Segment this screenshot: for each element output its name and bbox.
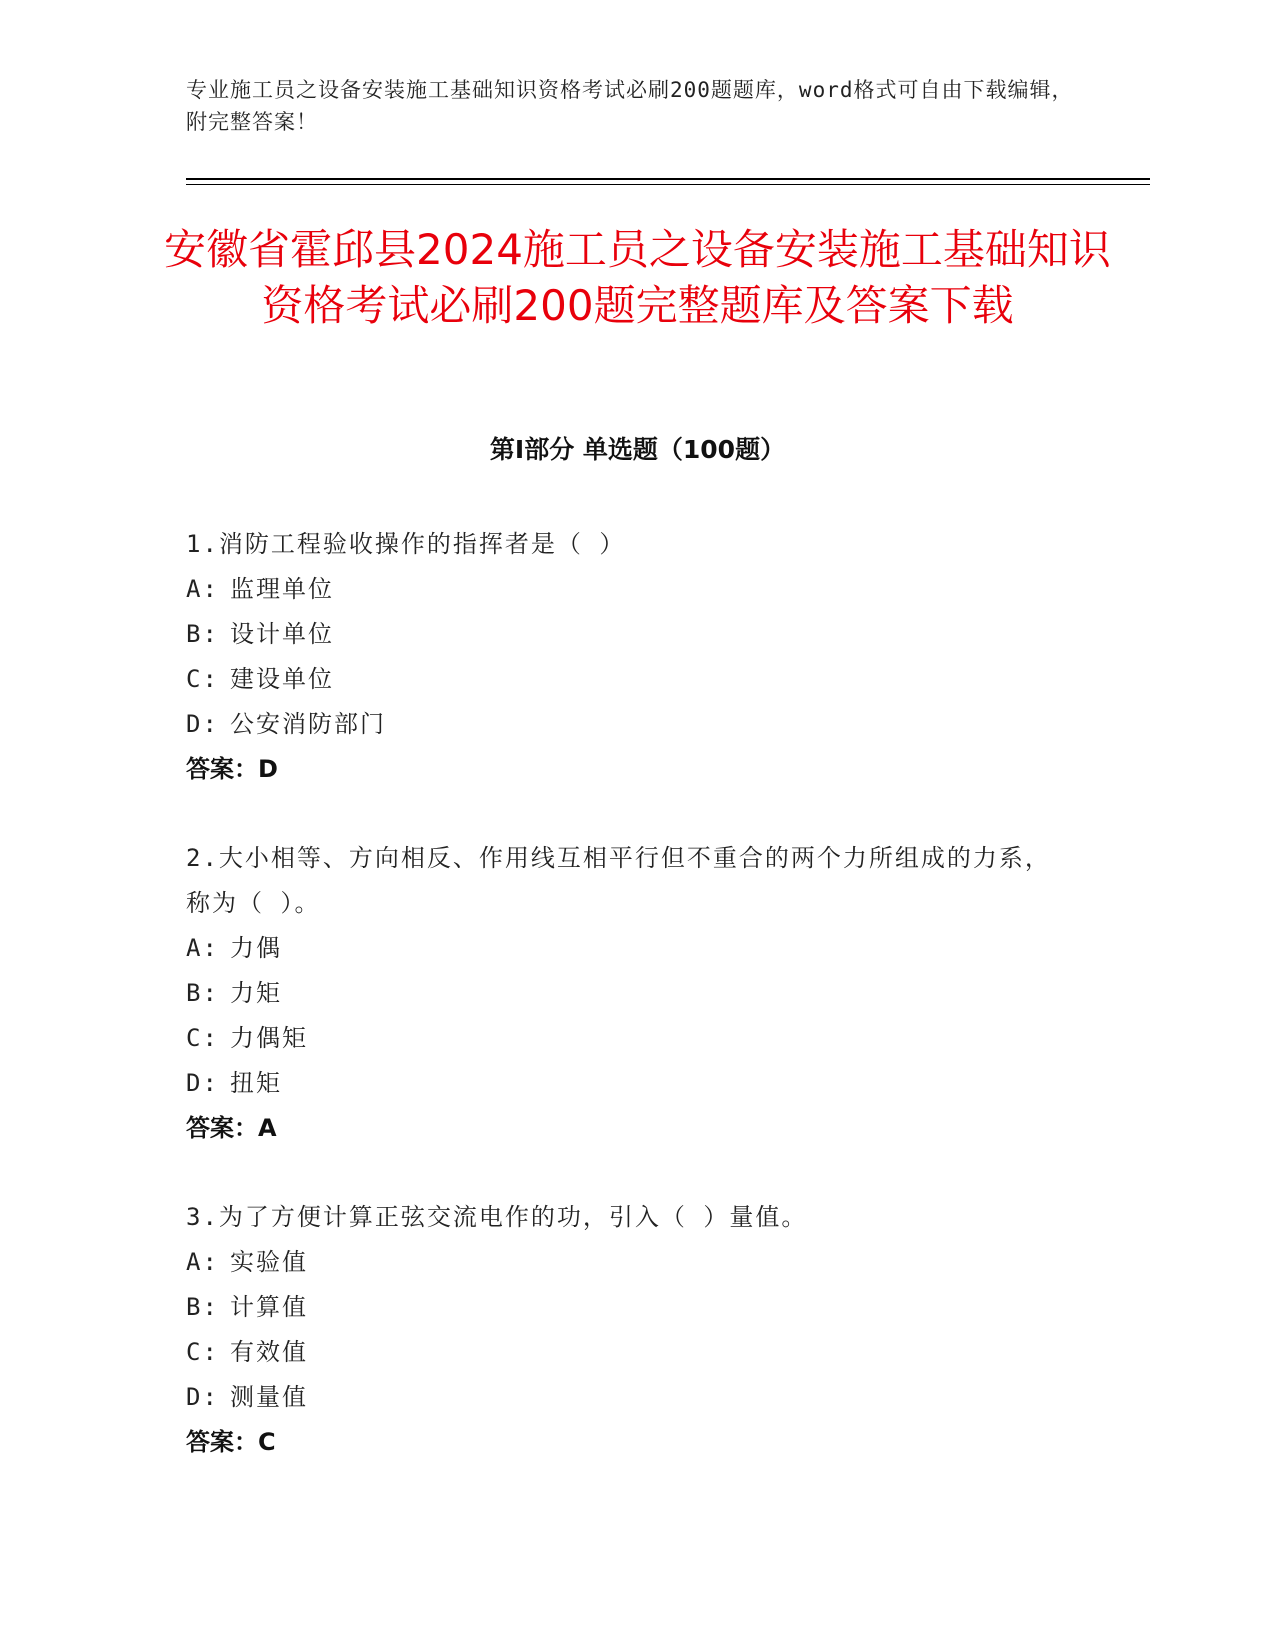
option-key: B: (186, 620, 219, 648)
option-key: C: (186, 665, 219, 693)
option-text: 建设单位 (230, 665, 334, 693)
question-1 (186, 522, 1066, 792)
option-d (186, 1061, 1066, 1106)
option-text: 测量值 (230, 1383, 308, 1411)
option-key: A: (186, 1248, 219, 1276)
option-c (186, 1330, 1066, 1375)
answer: 答案：D (186, 755, 278, 783)
option-key: D: (186, 710, 219, 738)
option-text: 实验值 (230, 1248, 308, 1276)
option-key: B: (186, 1293, 219, 1321)
option-text: 公安消防部门 (230, 710, 386, 738)
answer: 答案：C (186, 1428, 276, 1456)
document-title: 安徽省霍邱县2024施工员之设备安装施工基础知识资格考试必刷200题完整题库及答案下载 (164, 225, 1111, 330)
option-b (186, 1285, 1066, 1330)
option-b (186, 612, 1066, 657)
option-key: A: (186, 934, 219, 962)
option-key: D: (186, 1383, 219, 1411)
option-d (186, 702, 1066, 747)
question-stem: 1.消防工程验收操作的指挥者是（ ） (186, 530, 626, 558)
question-2 (186, 836, 1066, 1151)
option-text: 力矩 (230, 979, 282, 1007)
option-text: 计算值 (230, 1293, 308, 1321)
header-note: 专业施工员之设备安装施工基础知识资格考试必刷200题题库，word格式可自由下载编辑，附完整答案！ (186, 78, 1074, 134)
option-key: D: (186, 1069, 219, 1097)
option-text: 力偶 (230, 934, 282, 962)
option-key: C: (186, 1024, 219, 1052)
option-text: 有效值 (230, 1338, 308, 1366)
answer: 答案：A (186, 1114, 277, 1142)
option-a (186, 1240, 1066, 1285)
question-3 (186, 1195, 1066, 1465)
option-a (186, 567, 1066, 612)
header-divider-thin (186, 184, 1150, 185)
option-c (186, 657, 1066, 702)
option-c (186, 1016, 1066, 1061)
option-text: 监理单位 (230, 575, 334, 603)
question-stem: 3.为了方便计算正弦交流电作的功，引入（ ）量值。 (186, 1203, 808, 1231)
option-key: B: (186, 979, 219, 1007)
option-text: 力偶矩 (230, 1024, 308, 1052)
header-divider (186, 178, 1150, 180)
option-text: 扭矩 (230, 1069, 282, 1097)
section-heading: 第Ⅰ部分 单选题（100题） (489, 435, 786, 464)
question-stem: 2.大小相等、方向相反、作用线互相平行但不重合的两个力所组成的力系，称为（ ）。 (186, 844, 1051, 917)
option-key: A: (186, 575, 219, 603)
option-d (186, 1375, 1066, 1420)
option-text: 设计单位 (230, 620, 334, 648)
option-b (186, 971, 1066, 1016)
option-key: C: (186, 1338, 219, 1366)
option-a (186, 926, 1066, 971)
question-list (186, 522, 1066, 1509)
